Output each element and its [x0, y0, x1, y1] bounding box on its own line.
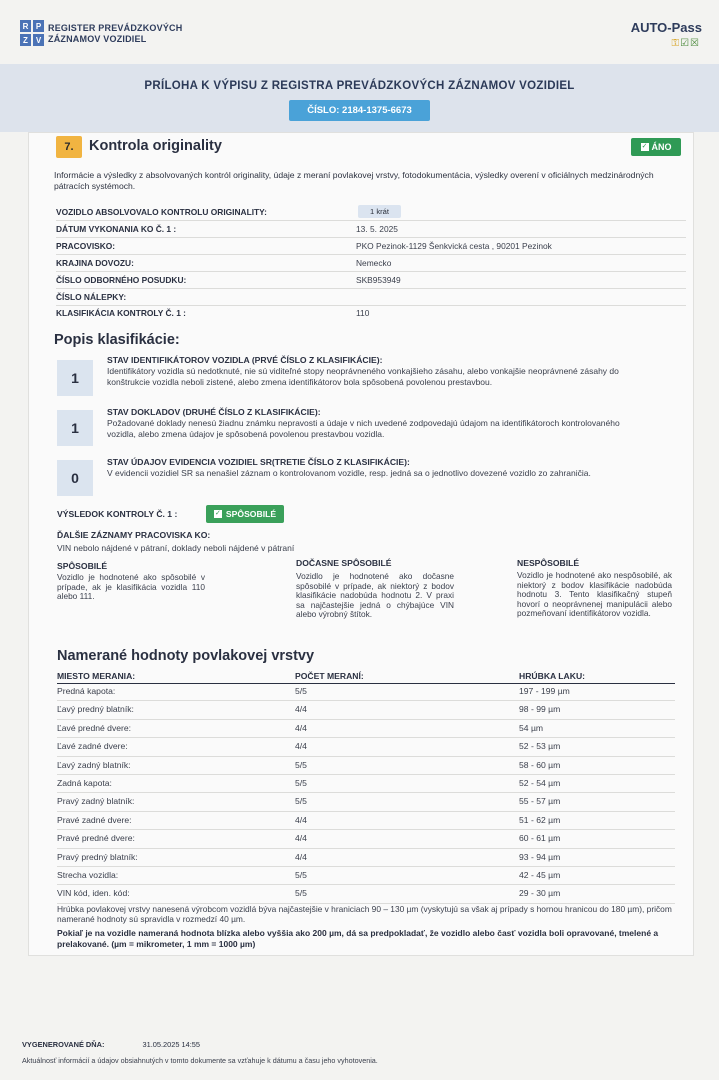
classification-description: Požadované doklady nenesú žiadnu známku nepravosti a údaje v nich uvedené zodpovedajú údajom na identifikátoroch kontrolovaného vozidla, alebo zmena údajov je spôsobená povolenou prestavbou vozidla. — [107, 418, 620, 439]
detail-label: DÁTUM VYKONANIA KO Č. 1 : — [56, 224, 177, 234]
paint-thickness: 58 - 60 µm — [519, 759, 561, 770]
detail-value: Nemecko — [356, 258, 392, 268]
measurement-count: 4/4 — [295, 741, 307, 752]
table-row — [57, 867, 675, 885]
measurement-location: Pravý predný blatník: — [57, 851, 138, 862]
classification-description: Identifikátory vozidla sú nedotknuté, nie sú viditeľné stopy neoprávneného vonkajšieho zásahu, alebo vonkajšie neoprávnené zásahy do konštrukcie vozidla neboli zistené, alebo zmena identifikátorov bola spôsobená povolenou prestavbou. — [107, 366, 619, 387]
table-row — [57, 683, 675, 701]
measurement-count: 4/4 — [295, 704, 307, 715]
measurement-location: Pravé predné dvere: — [57, 833, 135, 844]
column-header: MIESTO MERANIA: — [57, 671, 136, 681]
checkmark-icons: ⚿☑☒ — [671, 38, 700, 49]
measurement-count: 4/4 — [295, 851, 307, 862]
detail-row — [56, 255, 686, 272]
measurement-count: 5/5 — [295, 686, 307, 696]
detail-label: PRACOVISKO: — [56, 241, 116, 251]
registry-logo — [20, 20, 44, 46]
measurement-location: Ľavý predný blatník: — [57, 704, 134, 715]
legend-text: Vozidlo je hodnotené ako dočasne spôsobilé v prípade, ak niektorý z bodov klasifikácie nadobúda hodnotu 2. V praxi sa najčastejšie jedná o chýbajúce VIN alebo výrobný štítok. — [296, 571, 454, 620]
registry-title-line1: REGISTER PREVÁDZKOVÝCH — [48, 23, 183, 33]
coating-note: Hrúbka povlakovej vrstvy nanesená výrobcom vozidlá býva najčastejšie v hraniciach 90 – 130 µm (vyskytujú sa však aj prípady s hornou hranicou do 180 µm), pričom namerané hodnoty sú spravidla v rozmedzí 40 µm. — [57, 904, 672, 924]
classification-title: STAV IDENTIFIKÁTOROV VOZIDLA (PRVÉ ČÍSLO Z KLASIFIKÁCIE): — [107, 355, 383, 365]
legend-text: Vozidlo je hodnotené ako spôsobilé v prípade, ak je klasifikácia vozidla 110 alebo 111. — [57, 572, 205, 602]
banner-title: PRÍLOHA K VÝPISU Z REGISTRA PREVÁDZKOVÝCH ZÁZNAMOV VOZIDIEL — [144, 80, 575, 92]
measurement-count: 5/5 — [295, 778, 307, 788]
measurement-location: VIN kód, iden. kód: — [57, 888, 130, 899]
registry-title — [48, 23, 182, 45]
table-row — [57, 830, 675, 848]
other-records-value: VIN nebolo nájdené v pátraní, doklady neboli nájdené v pátraní — [57, 543, 295, 553]
table-row — [57, 885, 675, 903]
result-status-badge — [206, 505, 284, 523]
other-records-label: ĎALŠIE ZÁZNAMY PRACOVISKA KO: — [57, 530, 211, 540]
detail-row — [56, 221, 686, 238]
detail-value: 110 — [356, 308, 370, 318]
detail-row — [56, 289, 686, 306]
table-row — [57, 849, 675, 867]
registry-title-line2: ZÁZNAMOV VOZIDIEL — [48, 34, 147, 44]
logo-letter: P — [33, 20, 44, 32]
paint-thickness: 52 - 53 µm — [519, 741, 561, 752]
result-label: VÝSLEDOK KONTROLY Č. 1 : — [57, 509, 178, 519]
paint-thickness: 60 - 61 µm — [519, 833, 561, 844]
detail-row — [56, 238, 686, 255]
logo-letter: R — [20, 20, 31, 32]
legend-title: DOČASNE SPÔSOBILÉ — [296, 558, 392, 568]
generated-info — [22, 1040, 200, 1049]
detail-value: SKB953949 — [356, 275, 401, 285]
detail-value-pill: 1 krát — [358, 205, 401, 218]
measurement-location: Pravé zadné dvere: — [57, 814, 132, 825]
banner — [0, 64, 719, 132]
checkbox-icon: ✓ — [214, 510, 221, 517]
legend-title: SPÔSOBILÉ — [57, 561, 108, 571]
table-row — [57, 775, 675, 793]
detail-label: ČÍSLO ODBORNÉHO POSUDKU: — [56, 275, 187, 285]
legend-title: NESPÔSOBILÉ — [517, 558, 580, 568]
measurements-table-header — [57, 668, 675, 684]
detail-row — [56, 272, 686, 289]
section-title: Kontrola originality — [89, 138, 222, 154]
section-intro: Informácie a výsledky z absolvovaných kontról originality, údaje z meraní povlakovej vrstvy, fotodokumentácia, výsledky overení v oficiálnych medzinárodných pátracích systémoch. — [54, 170, 654, 191]
paint-thickness: 51 - 62 µm — [519, 814, 561, 825]
table-row — [57, 757, 675, 775]
classification-digit: 1 — [57, 410, 93, 446]
generated-label: VYGENEROVANÉ DŇA: — [22, 1040, 105, 1049]
paint-thickness: 98 - 99 µm — [519, 704, 561, 715]
classification-title: STAV ÚDAJOV EVIDENCIA VOZIDIEL SR(TRETIE ČÍSLO Z KLASIFIKÁCIE): — [107, 457, 410, 467]
document-number-badge: ČÍSLO: 2184-1375-6673 — [289, 100, 430, 121]
measurement-location: Ľavý zadný blatník: — [57, 759, 131, 770]
measurement-location: Pravý zadný blatník: — [57, 796, 135, 807]
footer-note: Aktuálnosť informácií a údajov obsiahnutých v tomto dokumente sa vzťahuje k dátumu a času jeho vyhotovenia. — [22, 1056, 378, 1065]
measurement-count: 5/5 — [295, 870, 307, 880]
brand-logo: AUTO-Pass — [630, 20, 702, 35]
classification-description: V evidencii vozidiel SR sa nenašiel záznam o kontrolovanom vozidle, resp. jedná sa o jednotlivo dovezené vozidlo zo zahraničia. — [107, 468, 591, 478]
measurement-count: 5/5 — [295, 796, 307, 807]
table-row — [57, 720, 675, 738]
paint-thickness: 55 - 57 µm — [519, 796, 561, 807]
column-header: POČET MERANÍ: — [295, 671, 364, 681]
legend-text: Vozidlo je hodnotené ako nespôsobilé, ak niektorý z bodov klasifikácie nadobúda hodnotu 3. Tento klasifikačný stupeň hovorí o neoprávnenej manipulácii alebo pozmeňovaní identifikátorov vozidla. — [517, 570, 672, 619]
paint-thickness: 29 - 30 µm — [519, 888, 561, 899]
detail-value: PKO Pezinok-1129 Šenkvická cesta , 90201 Pezinok — [356, 241, 552, 251]
ano-status-badge — [631, 138, 681, 156]
column-header: HRÚBKA LAKU: — [519, 671, 586, 681]
section-number: 7. — [56, 136, 82, 158]
checkbox-icon: ✓ — [641, 143, 648, 150]
paint-thickness: 54 µm — [519, 722, 544, 733]
table-row — [57, 738, 675, 756]
paint-thickness: 42 - 45 µm — [519, 870, 561, 880]
document-header — [20, 18, 710, 54]
measurement-location: Zadná kapota: — [57, 778, 112, 788]
paint-thickness: 52 - 54 µm — [519, 778, 561, 788]
classification-heading: Popis klasifikácie: — [54, 332, 180, 348]
classification-title: STAV DOKLADOV (DRUHÉ ČÍSLO Z KLASIFIKÁCIE): — [107, 407, 321, 417]
logo-letter: Z — [20, 34, 31, 46]
measurement-location: Ľavé predné dvere: — [57, 722, 132, 733]
table-row — [57, 793, 675, 811]
result-badge-label: SPÔSOBILÉ — [225, 509, 277, 519]
measurement-count: 4/4 — [295, 722, 307, 733]
measurements-heading: Namerané hodnoty povlakovej vrstvy — [57, 648, 315, 664]
table-row — [57, 701, 675, 719]
measurement-location: Predná kapota: — [57, 686, 116, 696]
generated-value: 31.05.2025 14:55 — [142, 1040, 201, 1049]
measurement-count: 5/5 — [295, 888, 307, 899]
paint-thickness: 197 - 199 µm — [519, 686, 570, 696]
classification-digit: 0 — [57, 460, 93, 496]
ano-badge-label: ÁNO — [651, 142, 672, 152]
table-row — [57, 812, 675, 830]
measurement-location: Strecha vozidla: — [57, 870, 119, 880]
detail-row — [56, 204, 686, 221]
detail-label: KRAJINA DOVOZU: — [56, 258, 134, 268]
detail-value: 13. 5. 2025 — [356, 224, 398, 234]
detail-label: KLASIFIKÁCIA KONTROLY Č. 1 : — [56, 308, 186, 318]
detail-row — [56, 305, 686, 322]
coating-warning: Pokiaľ je na vozidle nameraná hodnota blízka alebo vyššia ako 200 µm, dá sa predpokladať, že vozidlo alebo časť vozidla boli opravované, tmelené a prelakované. (µm = mikrometer, 1 mm = 1000 µm) — [57, 928, 659, 949]
detail-label: VOZIDLO ABSOLVOVALO KONTROLU ORIGINALITY: — [56, 207, 267, 217]
measurement-count: 5/5 — [295, 759, 307, 770]
detail-label: ČÍSLO NÁLEPKY: — [56, 292, 127, 302]
measurement-count: 4/4 — [295, 833, 307, 844]
paint-thickness: 93 - 94 µm — [519, 851, 561, 862]
measurement-location: Ľavé zadné dvere: — [57, 741, 128, 752]
measurement-count: 4/4 — [295, 814, 307, 825]
classification-digit: 1 — [57, 360, 93, 396]
logo-letter: V — [33, 34, 44, 46]
